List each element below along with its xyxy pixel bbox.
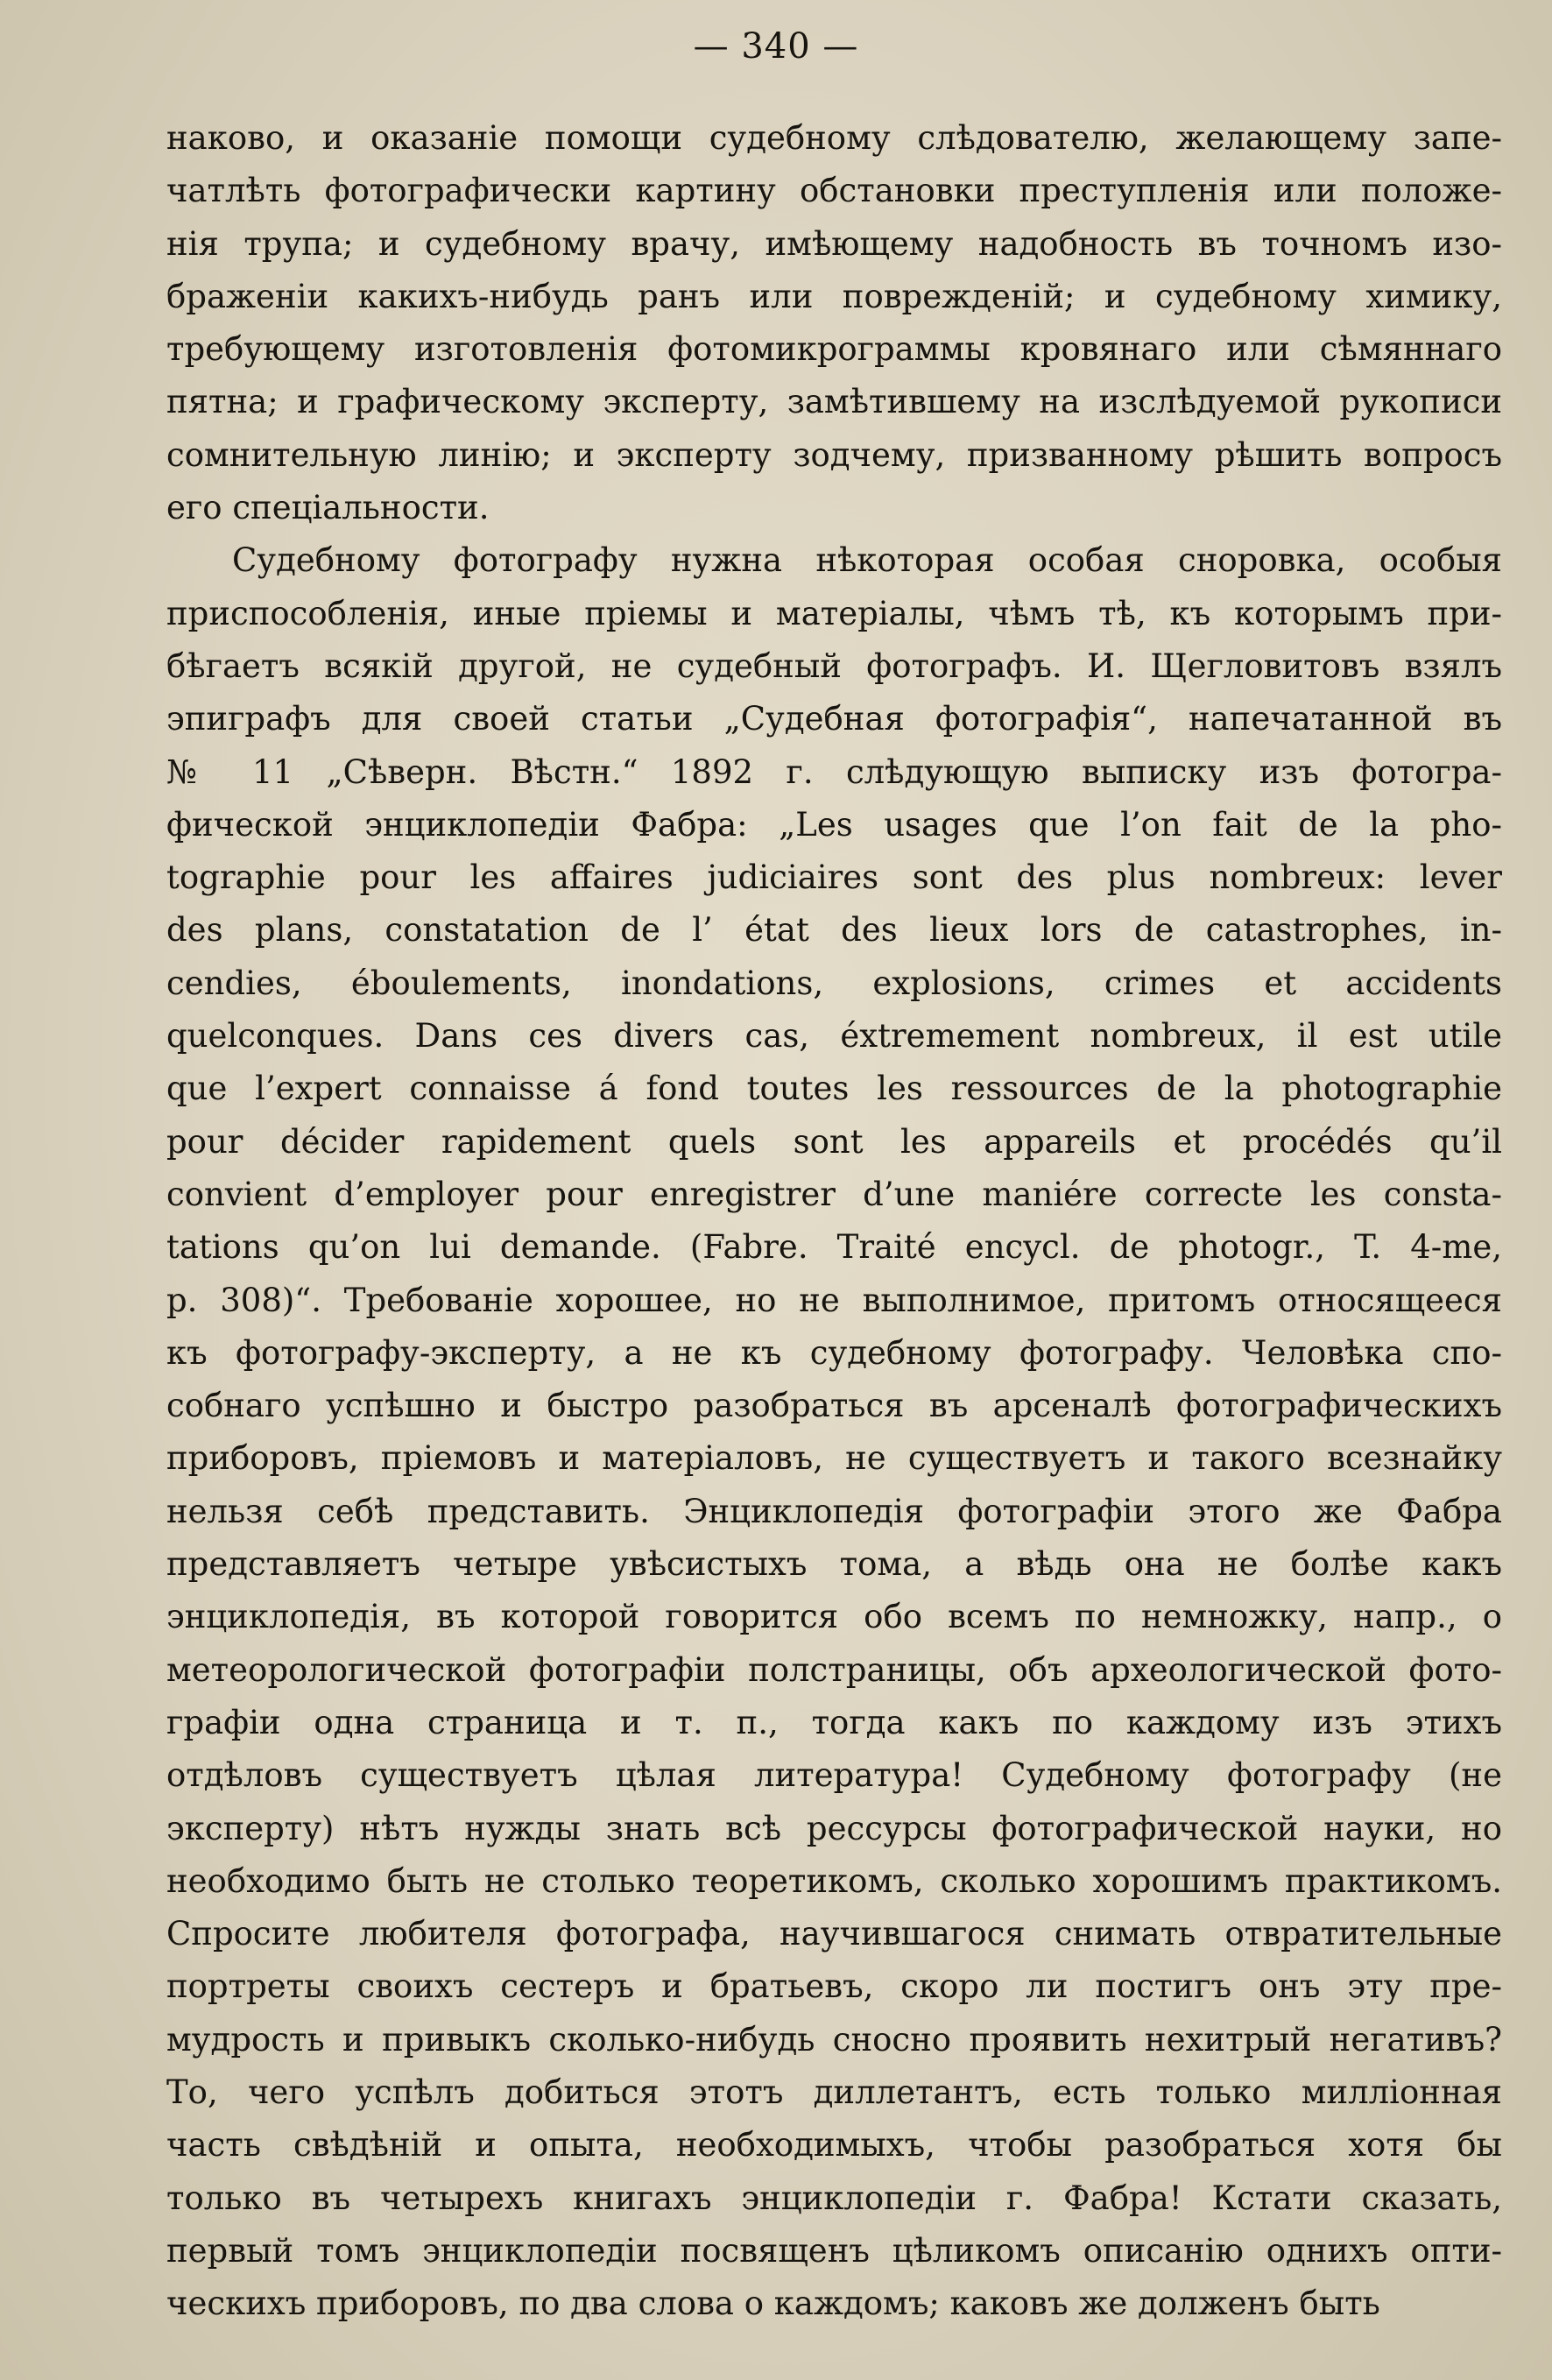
text-line: фической энциклопедіи Фабра: „Les usages que l’on fait de la pho- (166, 805, 1502, 844)
text-line: tations qu’on lui demande. (Fabre. Traité encycl. de photogr., T. 4-me, (166, 1228, 1502, 1267)
text-line: нельзя себѣ представить. Энциклопедія фотографіи этого же Фабра (166, 1492, 1502, 1530)
text-line: сомнительную линію; и эксперту зодчему, призванному рѣшить вопросъ (166, 435, 1502, 474)
text-line: энциклопедія, въ которой говорится обо всемъ по немножку, напр., о (166, 1598, 1502, 1636)
text-line: Судебному фотографу нужна нѣкоторая особая сноровка, особыя (232, 541, 1502, 580)
text-line: наково, и оказаніе помощи судебному слѣдователю, желающему запе- (166, 119, 1502, 157)
text-line: представляетъ четыре увѣсистыхъ тома, а вѣдь она не болѣе какъ (166, 1545, 1502, 1584)
text-line: графіи одна страница и т. п., тогда какъ по каждому изъ этихъ (166, 1703, 1502, 1741)
text-line: p. 308)“. Требованіе хорошее, но не выполнимое, притомъ относящееся (166, 1281, 1502, 1319)
text-line: № 11 „Сѣверн. Вѣстн.“ 1892 г. слѣдующую выписку изъ фотогра- (166, 752, 1502, 791)
text-line: convient d’employer pour enregistrer d’une maniére correcte les consta- (166, 1175, 1502, 1213)
page-number: — 340 — (693, 26, 859, 67)
text-line: tographie pour les affaires judiciaires sont des plus nombreux: lever (166, 858, 1502, 897)
text-line: необходимо быть не столько теоретикомъ, сколько хорошимъ практикомъ. (166, 1861, 1502, 1900)
text-line: бѣгаетъ всякій другой, не судебный фотографъ. И. Щегловитовъ взялъ (166, 646, 1502, 685)
text-line: Спросите любителя фотографа, научившагося снимать отвратительные (166, 1915, 1502, 1953)
text-line: первый томъ энциклопедіи посвященъ цѣликомъ описанію однихъ опти- (166, 2231, 1502, 2270)
text-line: метеорологической фотографіи полстраницы, объ археологической фото- (166, 1650, 1502, 1689)
text-line: собнаго успѣшно и быстро разобраться въ арсеналѣ фотографическихъ (166, 1387, 1502, 1425)
text-line: ческихъ приборовъ, по два слова о каждомъ; каковъ же долженъ быть (166, 2285, 1380, 2323)
text-line: приборовъ, пріемовъ и матеріаловъ, не существуетъ и такого всезнайку (166, 1439, 1502, 1478)
text-line: des plans, constatation de l’ état des lieux lors de catastrophes, in- (166, 911, 1502, 950)
text-line: приспособленія, иные пріемы и матеріалы, чѣмъ тѣ, къ которымъ при- (166, 594, 1502, 632)
text-line: пятна; и графическому эксперту, замѣтившему на изслѣдуемой рукописи (166, 383, 1502, 421)
body-text (166, 112, 1502, 2330)
text-line: pour décider rapidement quels sont les appareils et procédés qu’il (166, 1122, 1502, 1161)
text-line: его спеціальности. (166, 489, 490, 527)
text-line: отдѣловъ существуетъ цѣлая литература! Судебному фотографу (не (166, 1756, 1502, 1795)
text-line: часть свѣдѣній и опыта, необходимыхъ, чтобы разобраться хотя бы (166, 2126, 1502, 2165)
text-line: мудрость и привыкъ сколько-нибудь сносно проявить нехитрый негативъ? (166, 2020, 1502, 2059)
text-line: cendies, éboulements, inondations, explosions, crimes et accidents (166, 964, 1502, 1002)
text-line: que l’expert connaisse á fond toutes les ressources de la photographie (166, 1070, 1502, 1108)
text-line: эпиграфъ для своей статьи „Судебная фотографія“, напечатанной въ (166, 700, 1502, 738)
text-line: къ фотографу-эксперту, а не къ судебному фотографу. Человѣка спо- (166, 1333, 1502, 1372)
text-line: чатлѣть фотографически картину обстановки преступленія или положе- (166, 172, 1502, 210)
text-line: эксперту) нѣтъ нужды знать всѣ рессурсы фотографической науки, но (166, 1809, 1502, 1847)
text-line: только въ четырехъ книгахъ энциклопедіи г. Фабра! Кстати сказать, (166, 2179, 1502, 2217)
text-line: браженіи какихъ-нибудь ранъ или поврежденій; и судебному химику, (166, 277, 1502, 315)
text-line: портреты своихъ сестеръ и братьевъ, скоро ли постигъ онъ эту пре- (166, 1967, 1502, 2006)
text-line: quelconques. Dans ces divers cas, éxtremement nombreux, il est utile (166, 1017, 1502, 1056)
text-line: То, чего успѣлъ добиться этотъ диллетантъ, есть только милліонная (166, 2073, 1502, 2111)
text-line: требующему изготовленія фотомикрограммы кровянаго или сѣмяннаго (166, 330, 1502, 369)
text-line: нія трупа; и судебному врачу, имѣющему надобность въ точномъ изо- (166, 224, 1502, 263)
